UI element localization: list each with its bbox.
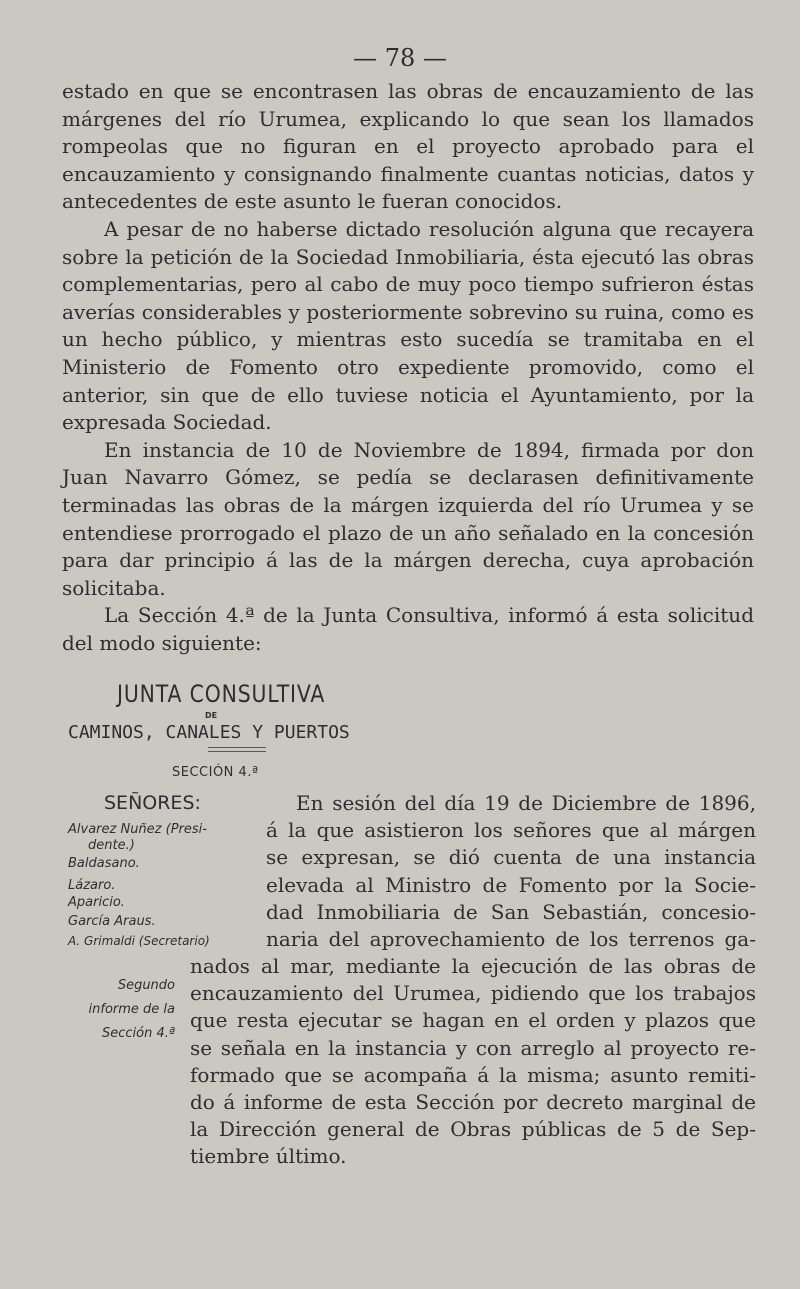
section-subheading: CAMINOS, CANALES Y PUERTOS xyxy=(68,722,350,743)
margin-note: Segundo xyxy=(117,978,175,993)
section-label: SECCIÓN 4.ª xyxy=(172,765,259,780)
report-line: dad Inmobiliaria de San Sebastián, concesio- xyxy=(266,899,756,924)
paragraph: estado en que se encontrasen las obras de encauzamiento de las márgenes del río Urumea, explicando lo que sean los llamados rompeolas que no figuran en el proyecto aprobado para el encauzamiento y consignando finalmente cuantas noticias, datos y antecedentes de este asunto le fueran conocidos. xyxy=(62,79,754,214)
report-line: naria del aprovechamiento de los terrenos ga- xyxy=(266,927,756,952)
report-line: se señala en la instancia y con arreglo al proyecto re- xyxy=(190,1035,756,1060)
member-name: Aparicio. xyxy=(68,895,125,910)
report-line: elevada al Ministro de Fomento por la Socie- xyxy=(266,872,756,897)
member-name: A. Grimaldi (Secretario) xyxy=(68,934,210,948)
margin-note: Sección 4.ª xyxy=(101,1026,175,1041)
members-title: SEÑORES: xyxy=(104,792,201,814)
margin-note: informe de la xyxy=(88,1002,175,1017)
section-heading: JUNTA CONSULTIVA xyxy=(117,680,326,708)
member-name: García Araus. xyxy=(68,914,156,929)
divider xyxy=(208,747,266,748)
member-name: Alvarez Nuñez (Presi- xyxy=(68,822,207,837)
heading-de: DE xyxy=(205,711,218,720)
report-line: formado que se acompaña á la misma; asunto remiti- xyxy=(190,1062,756,1087)
body-text xyxy=(62,78,754,657)
paragraph: A pesar de no haberse dictado resolución alguna que recayera sobre la petición de la Sociedad Inmobiliaria, ésta ejecutó las obras complementarias, pero al cabo de muy poco tiempo sufrieron éstas averías considerables y posteriormente sobrevino su ruina, como es un hecho público, y mientras esto sucedía se tramitaba en el Ministerio de Fomento otro expediente promovido, como el anterior, sin que de ello tuviese noticia el Ayuntamiento, por la expresada Sociedad. xyxy=(62,216,754,435)
report-line: encauzamiento del Urumea, pidiendo que los trabajos xyxy=(190,981,756,1006)
member-name: Lázaro. xyxy=(68,878,116,893)
report-line: se expresan, se dió cuenta de una instancia xyxy=(266,845,756,870)
report-line: la Dirección general de Obras públicas de 5 de Sep- xyxy=(190,1117,756,1142)
divider xyxy=(208,751,266,752)
report-line: á la que asistieron los señores que al márgen xyxy=(266,818,756,843)
report-line: En sesión del día 19 de Diciembre de 1896, xyxy=(296,791,756,815)
paragraph: La Sección 4.ª de la Junta Consultiva, informó á esta solicitud del modo siguiente: xyxy=(62,603,754,655)
report-line: que resta ejecutar se hagan en el orden y plazos que xyxy=(190,1008,756,1033)
page-number: — 78 — xyxy=(353,44,447,72)
report-text xyxy=(266,790,756,953)
report-line: nados al mar, mediante la ejecución de las obras de xyxy=(190,954,756,978)
paragraph: En instancia de 10 de Noviembre de 1894, firmada por don Juan Navarro Gómez, se pedía se declarasen definitivamente terminadas las obras de la márgen izquierda del río Urumea y se entendiese prorrogado el plazo de un año señalado en la concesión para dar principio á las de la márgen derecha, cuya aprobación solicitaba. xyxy=(62,437,754,600)
member-name: Baldasano. xyxy=(68,856,140,871)
member-name: dente.) xyxy=(88,838,135,853)
report-line: tiembre último. xyxy=(190,1144,347,1169)
report-text-wide xyxy=(190,953,756,1171)
report-line: do á informe de esta Sección por decreto marginal de xyxy=(190,1090,756,1115)
